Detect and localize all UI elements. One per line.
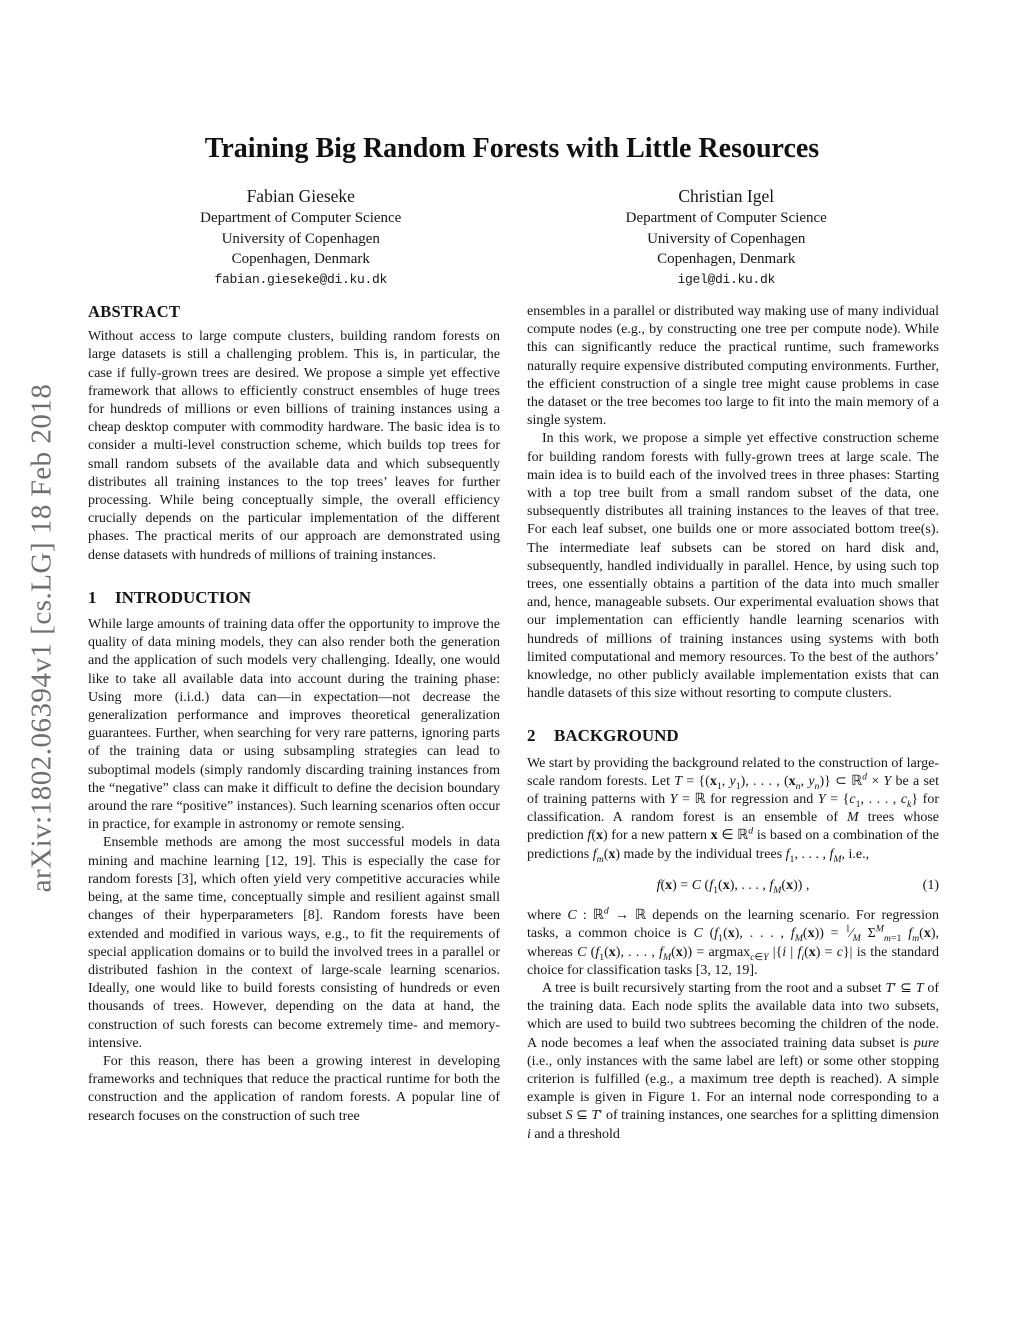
section-1-number: 1 (88, 587, 97, 607)
author-2-city: Copenhagen, Denmark (657, 251, 796, 268)
paper-title: Training Big Random Forests with Little Resources (204, 133, 820, 164)
author-2-university: University of Copenhagen (647, 230, 806, 247)
section-2-title: BACKGROUND (554, 726, 679, 746)
author-1-department: Department of Computer Science (200, 210, 402, 227)
left-column (88, 303, 500, 1126)
intro-paragraph-2: Ensemble methods are among the most successful models in data mining and machine learning [12, 19]. This is especially the case for random forests [3], which often yield very competitive accuracies while being, at the same time, conceptually simple and resilient against small changes of their hyperparameters [8]. Random forests have been extended and modified in various ways, e.g., to fit the requirements of special application domains or to build the involved trees in a parallel or distributed fashion in the context of large-scale learning scenarios. Ideally, one would like to build forests consisting of hundreds or even thousands of trees. However, depending on the data at hand, the construction of such forests can become extremely time- and memory-intensive. (88, 835, 500, 1051)
author-block (88, 186, 939, 290)
section-2-number: 2 (527, 726, 536, 746)
intro-paragraph-3-continuation: ensembles in a parallel or distributed way making use of many individual compute nodes (e.g., by constructing one tree per compute node). While this can significantly reduce the practical runtime, such frameworks naturally require expensive distributed computing environments. Further, the efficient construction of a single tree might cause problems in case the dataset or the tree becomes too large to fit into the main memory of a single system. (527, 304, 939, 429)
equation-1 (527, 877, 939, 895)
arxiv-watermark: arXiv:1802.06394v1 [cs.LG] 18 Feb 2018 (25, 383, 58, 893)
author-2 (514, 186, 940, 290)
author-1-email: fabian.gieseke@di.ku.dk (214, 271, 388, 287)
author-1-name: Fabian Gieseke (246, 186, 355, 206)
author-2-department: Department of Computer Science (625, 210, 827, 227)
author-2-email: igel@di.ku.dk (677, 271, 776, 287)
section-2-heading (527, 727, 939, 745)
section-1-heading (88, 589, 500, 607)
abstract-heading: ABSTRACT (88, 302, 181, 321)
background-paragraph-1: We start by providing the background related to the construction of large-scale random forests. Let $T = \{(x_1$, $y_1$), . . . , ($x_n$, $y_n$)} ⊂ ℝ$^d$ × Y be a set of training patterns with Y = ℝ for regression and $Y = \{c_1$, . . . , $c_k$} for classification. A random forest is an ensemble of M trees whose prediction f(x) for a new pattern x ∈ ℝ$^d$ is based on a combination of the predictions $f_m(x)$ made by the individual trees $f_1$, . . . , $f_M$, i.e., (527, 755, 940, 865)
author-1-university: University of Copenhagen (221, 230, 380, 247)
abstract-text: Without access to large compute clusters, building random forests on large datasets is still a challenging problem. This is, in particular, the case if fully-grown trees are desired. We propose a simple yet effective framework that allows to efficiently construct ensembles of huge trees for hundreds of millions or even billions of training instances using a cheap desktop computer with commodity hardware. The basic idea is to consider a multi-level construction scheme, which builds top trees for small random subsets of the available data and which subsequently distributes all training instances to the top trees’ leaves for further processing. While being conceptually simple, the overall efficiency crucially depends on the particular implementation of the different phases. The practical merits of our approach are demonstrated using dense datasets with hundreds of millions of training instances. (88, 329, 500, 563)
background-paragraph-2: where C : ℝ$^d$ → ℝ depends on the learning scenario. For regression tasks, a common choice is C ($f_1(x)$, . . . , $f_M(x)$) = $^1⁄_M$ $\Sigma^M_{m=1}$ $f_m(x)$, whereas C ($f_1(x)$, . . . , $f_M(x)) = argmax_{c\in Y}$ |{i | $f_i(x) = c\}|$ is the standard choice for classification tasks [3, 12, 19]. (527, 905, 939, 978)
author-1 (88, 186, 514, 290)
author-1-city: Copenhagen, Denmark (231, 251, 370, 268)
intro-paragraph-1: While large amounts of training data offer the opportunity to improve the quality of data mining models, they can also render both the generation and the application of such models very challenging. Ideally, one would like to take all available data into account during the training phase: Using more (i.i.d.) data can—in expectation—not decrease the generalization performance and improves theoretical generalization guarantees. Further, when searching for very rare patterns, ignoring parts of the training data or using subsampling strategies can lead to suboptimal models (simply randomly discarding training instances from the “negative” class can make it difficult to define the decision boundary around the rare “positive” instances). Such learning scenarios often occur in practice, for example in astronomy or remote sensing. (88, 617, 500, 833)
equation-1-formula: f(x) = C ($f_1(x)$, . . . , $f_M(x)$) , (656, 877, 810, 896)
intro-paragraph-4: In this work, we propose a simple yet effective construction scheme for building random forests with fully-grown trees at large scale. The main idea is to build each of the involved trees in three phases: Starting with a top tree built from a small random subset of the data, one subsequently distributes all training instances to the leaves of that tree. For each leaf subset, one builds one or more associated bottom tree(s). The intermediate leaf subsets can be stored on hard disk and, subsequently, handled individually in parallel. Hence, by using such top trees, one essentially obtains a partition of the data into much smaller and, hence, manageable subsets. Our experimental evaluation shows that our implementation can efficiently handle learning scenarios with hundreds of millions of training instances using systems with both limited computational and memory resources. To the best of the authors’ knowledge, no other publicly available implementation exists that can handle datasets of this size without resorting to compute clusters. (527, 431, 939, 702)
section-1-title: INTRODUCTION (115, 587, 252, 607)
intro-paragraph-3: For this reason, there has been a growing interest in developing frameworks and techniques that reduce the practical runtime for both the construction and the application of random forests. A popular line of research focuses on the construction of such tree (88, 1053, 500, 1124)
equation-1-number: (1) (922, 877, 939, 893)
right-column (527, 303, 939, 1144)
background-paragraph-3: A tree is built recursively starting from the root and a subset T′ ⊆ T of the training data. Each node splits the available data into two subsets, which are used to build two subtrees becoming the children of the node. A node becomes a leaf when the associated training data subset is pure (i.e., only instances with the same label are left) or some other stopping criterion is fulfilled (e.g., a maximum tree depth is reached). A simple example is given in Figure 1. For an internal node corresponding to a subset S ⊆ T′ of training instances, one searches for a splitting dimension i and a threshold (527, 980, 940, 1142)
author-2-name: Christian Igel (678, 186, 775, 206)
